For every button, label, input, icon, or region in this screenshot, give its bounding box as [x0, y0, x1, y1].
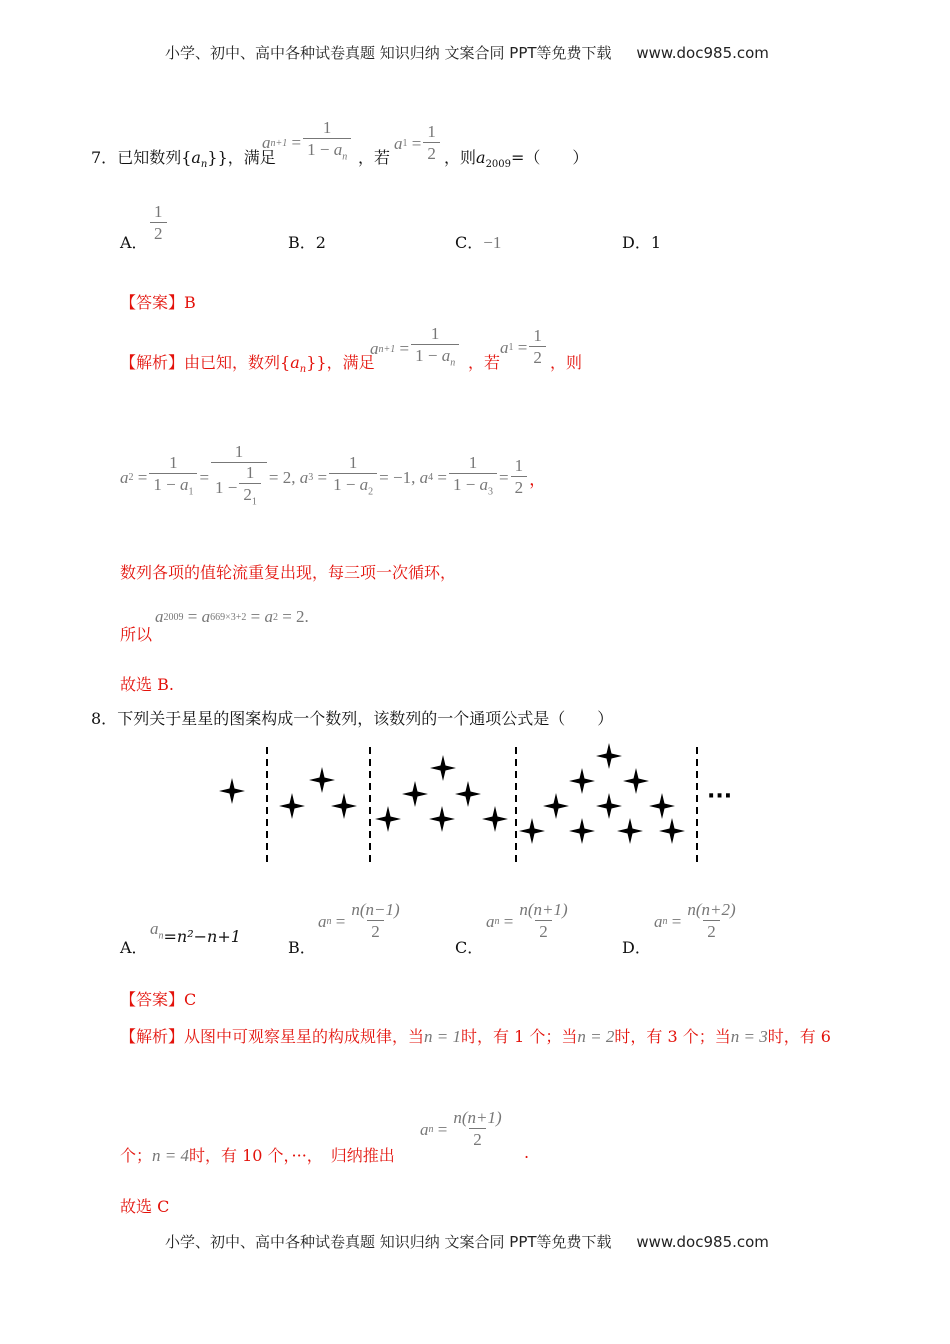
q7-choose: 故选 B.	[120, 675, 174, 694]
star-icon	[309, 767, 335, 793]
q7-result: a 2009 = a 669×3+2 = a 2 = 2.	[155, 607, 309, 626]
footer-site[interactable]: www.doc985.com	[636, 1233, 769, 1251]
star-icon	[617, 818, 643, 844]
ellipsis: ···	[707, 784, 733, 809]
q7-text: ，若	[358, 148, 391, 167]
star-icon	[482, 806, 508, 832]
q7-stem: 7．已知数列$\{a_n\}$}，满足	[91, 148, 276, 171]
star-icon	[596, 743, 622, 769]
star-icon	[596, 793, 622, 819]
star-icon	[569, 818, 595, 844]
star-pattern-figure	[210, 735, 750, 870]
q7-analysis-initial: a 1 = $\frac{1}{2}$	[500, 326, 548, 369]
option-c: C．−1	[455, 233, 502, 252]
question-number: 7．	[91, 148, 118, 167]
q7-so-text: 所以	[120, 625, 153, 644]
period: .	[524, 1143, 530, 1162]
q8-analysis-line1: 【解析】从图中可观察星星的构成规律，当n = 1时，有 1 个；当n = 2时，有 3 个；当n = 3时，有 6	[120, 1027, 831, 1046]
header-site[interactable]: www.doc985.com	[636, 44, 769, 62]
question-number: 8．	[91, 709, 118, 728]
option-c-value: a n = $\frac{n(n+1)}{2}$	[486, 900, 568, 941]
star-icon	[519, 818, 545, 844]
star-icon	[331, 793, 357, 819]
star-icon	[569, 768, 595, 794]
analysis-text: ，则	[550, 353, 583, 372]
option-d: D．1	[622, 233, 662, 252]
option-a-label: A．	[120, 233, 148, 252]
star-icon	[543, 793, 569, 819]
option-b: B．2	[288, 233, 326, 252]
q7-answer: 【答案】B	[120, 293, 196, 312]
q7-recurrence: a n+1 = $\frac{1}{1 - a_n}$	[262, 118, 353, 168]
q8-analysis-line2: 个；n = 4时，有 10 个，···， 归纳推出	[120, 1146, 395, 1165]
star-icon	[429, 806, 455, 832]
option-c-label: C．	[455, 938, 484, 957]
option-d-value: a n = $\frac{n(n+2)}{2}$	[654, 900, 736, 941]
star-icon	[375, 806, 401, 832]
q8-stem: 8．下列关于星星的图案构成一个数列，该数列的一个通项公式是（ ）	[91, 709, 614, 728]
star-icon	[279, 793, 305, 819]
option-b-label: B．	[288, 938, 316, 957]
option-a-value: $a_n$ =n²−n+1	[150, 919, 241, 946]
star-icon	[623, 768, 649, 794]
star-icon	[455, 781, 481, 807]
page-footer	[165, 1231, 769, 1252]
star-icon	[402, 781, 428, 807]
footer-text: 小学、初中、高中各种试卷真题 知识归纳 文案合同 PPT等免费下载	[165, 1233, 612, 1251]
star-icon	[219, 778, 245, 804]
star-icon	[659, 818, 685, 844]
q7-analysis-recurrence: a n+1 = $\frac{1}{1 - a_n}$	[370, 324, 461, 374]
q7-cycle-text: 数列各项的值轮流重复出现，每三项一次循环，	[120, 563, 457, 582]
q7-analysis: 【解析】由已知，数列$\{a_n\}$}，满足	[120, 353, 375, 376]
header-text: 小学、初中、高中各种试卷真题 知识归纳 文案合同 PPT等免费下载	[165, 44, 612, 62]
star-icon	[649, 793, 675, 819]
option-b-value: a n = $\frac{n(n-1)}{2}$	[318, 900, 400, 941]
q8-general-term: a n = $\frac{n(n+1)}{2}$	[420, 1108, 502, 1149]
option-a-value: $\frac{1}{2}$	[148, 202, 169, 245]
q7-chain: a 2 = $\frac{1}{1 - a_1}$ = 1 1 − $\frac{1}{2_1}$ = 2, a 3 = $\frac{1}{1 - a_2}$ = −1, a 4 = $\frac{1}{1 - a_3}$ = $\frac{1}{2}$ ，	[120, 442, 546, 513]
q8-choose: 故选 C	[120, 1197, 170, 1216]
option-a-label: A．	[120, 938, 148, 957]
q7-tail: ，则$a_{2009}=$（ ）	[444, 148, 589, 171]
page-header	[165, 42, 769, 63]
q8-answer: 【答案】C	[120, 990, 197, 1009]
star-icon	[430, 755, 456, 781]
analysis-text: ，若	[468, 353, 501, 372]
q7-initial: a 1 = $\frac{1}{2}$	[394, 122, 442, 165]
option-d-label: D．	[622, 938, 651, 957]
